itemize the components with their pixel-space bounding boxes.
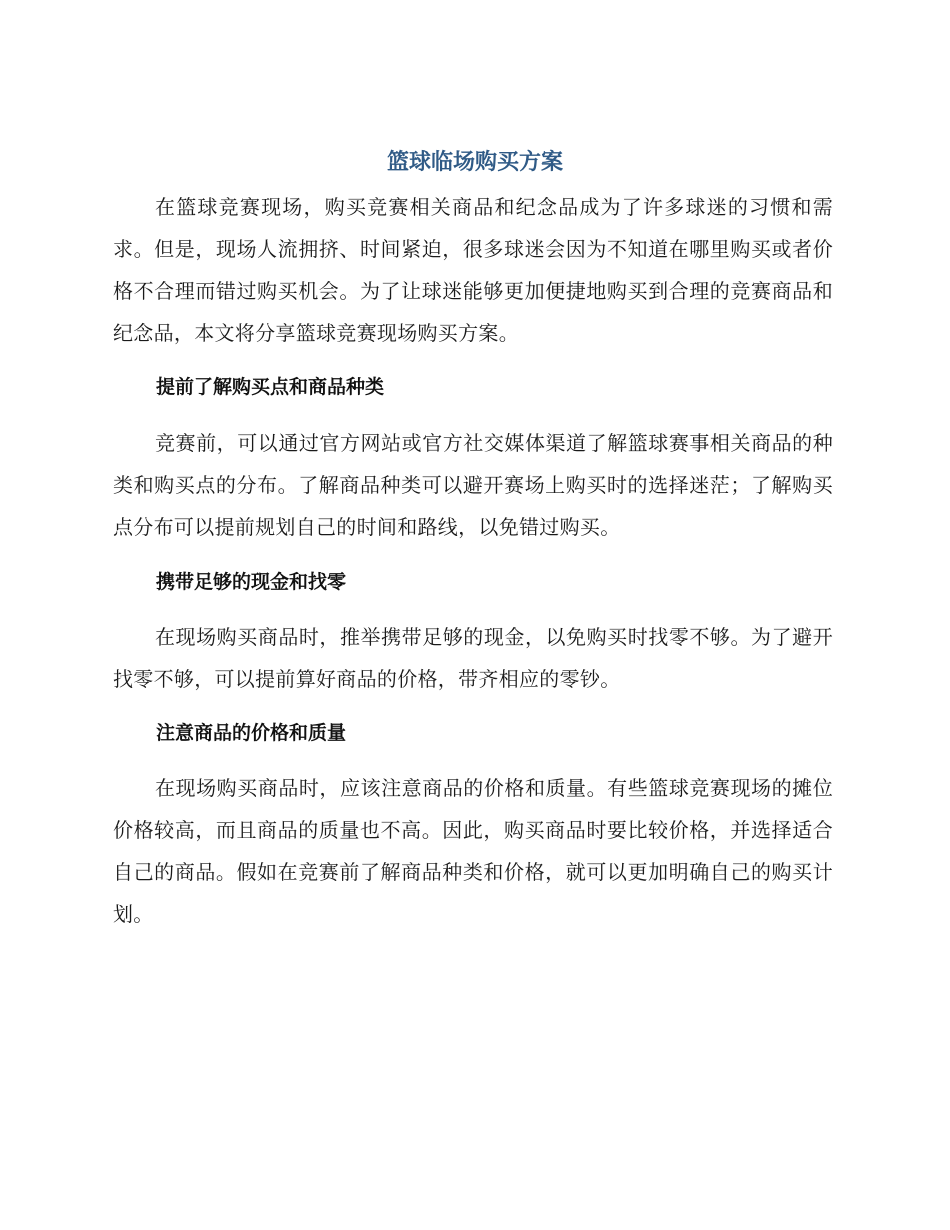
- section-body-price-quality: 在现场购买商品时，应该注意商品的价格和质量。有些篮球竞赛现场的摊位价格较高，而且商品的质量也不高。因此，购买商品时要比较价格，并选择适合自己的商品。假如在竞赛前了解商品种类和价格，就可以更加明确自己的购买计划。: [113, 776, 833, 926]
- document-title: 篮球临场购买方案: [386, 150, 563, 175]
- section-heading-purchase-points: 提前了解购买点和商品种类: [156, 376, 385, 398]
- intro-paragraph: 在篮球竞赛现场，购买竞赛相关商品和纪念品成为了许多球迷的习惯和需求。但是，现场人流拥挤、时间紧迫，很多球迷会因为不知道在哪里购买或者价格不合理而错过购买机会。为了让球迷能够更加便捷地购买到合理的竞赛商品和纪念品，本文将分享篮球竞赛现场购买方案。: [113, 195, 833, 345]
- section-body-purchase-points: 竞赛前，可以通过官方网站或官方社交媒体渠道了解篮球赛事相关商品的种类和购买点的分布。了解商品种类可以避开赛场上购买时的选择迷茫；了解购买点分布可以提前规划自己的时间和路线，以免错过购买。: [113, 431, 833, 539]
- section-body-cash: 在现场购买商品时，推举携带足够的现金，以免购买时找零不够。为了避开找零不够，可以提前算好商品的价格，带齐相应的零钞。: [113, 625, 833, 691]
- section-heading-price-quality: 注意商品的价格和质量: [156, 722, 347, 744]
- section-heading-cash: 携带足够的现金和找零: [156, 571, 347, 593]
